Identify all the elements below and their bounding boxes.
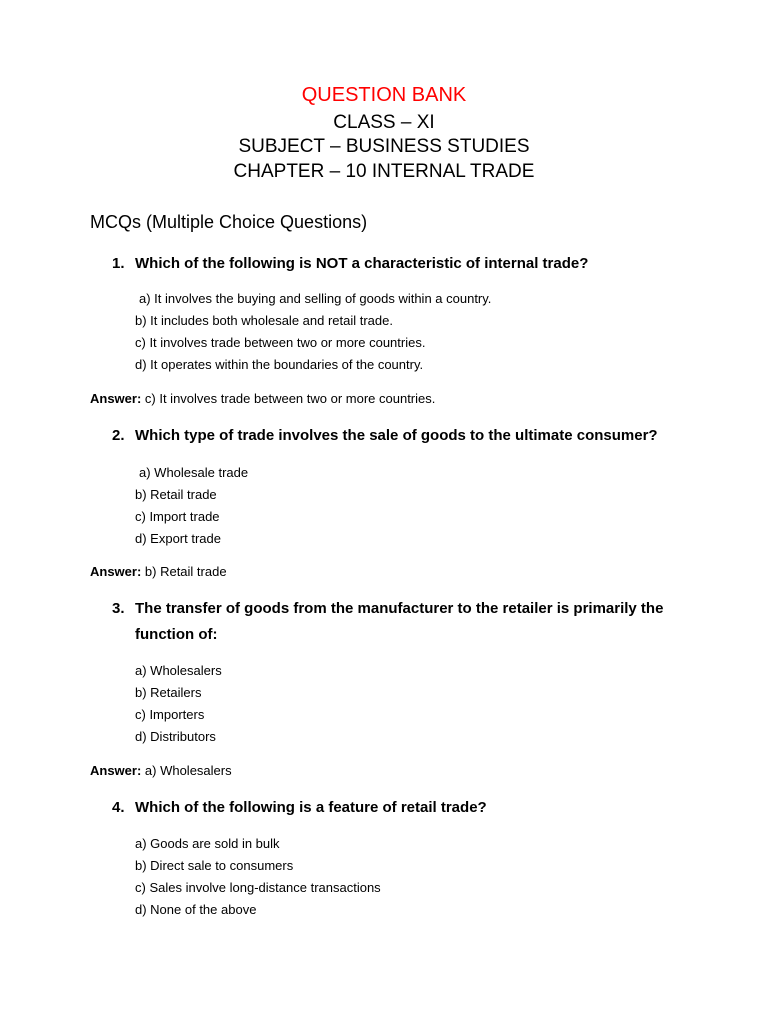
option-b: b) Retail trade: [135, 487, 217, 502]
option-d: d) Export trade: [135, 531, 221, 546]
question-text: The transfer of goods from the manufacturer to the retailer is primarily the function of:: [135, 600, 664, 643]
document-title: QUESTION BANK: [301, 84, 467, 106]
question-text: Which of the following is a feature of retail trade?: [135, 799, 487, 816]
option-b: b) Direct sale to consumers: [135, 858, 294, 873]
question-3: [112, 596, 692, 648]
option-b: b) Retailers: [135, 685, 202, 700]
answer-text: c) It involves trade between two or more countries.: [141, 391, 436, 406]
question-3-answer: [90, 762, 232, 780]
class-line: CLASS – XI: [333, 112, 435, 133]
question-number: 4.: [112, 799, 125, 816]
answer-label: Answer:: [90, 564, 142, 579]
option-c: c) Import trade: [135, 509, 220, 524]
question-1-options: [135, 288, 491, 376]
answer-text: a) Wholesalers: [141, 763, 232, 778]
question-2-options: [135, 462, 248, 550]
question-text: Which of the following is NOT a characteristic of internal trade?: [135, 255, 589, 272]
question-2-answer: [90, 563, 227, 581]
question-1-answer: [90, 390, 435, 408]
question-2: [112, 423, 692, 449]
question-4: [112, 795, 692, 821]
option-d: d) It operates within the boundaries of the country.: [135, 357, 424, 372]
subject-line: SUBJECT – BUSINESS STUDIES: [238, 136, 530, 157]
option-c: c) Importers: [135, 707, 205, 722]
option-d: d) None of the above: [135, 902, 257, 917]
option-c: c) Sales involve long-distance transactions: [135, 880, 381, 895]
question-number: 1.: [112, 255, 125, 272]
chapter-line: CHAPTER – 10 INTERNAL TRADE: [233, 161, 535, 182]
option-a: a) Wholesale trade: [139, 465, 249, 480]
answer-label: Answer:: [90, 391, 142, 406]
question-number: 2.: [112, 427, 125, 444]
question-3-options: [135, 660, 222, 748]
option-c: c) It involves trade between two or more countries.: [135, 335, 426, 350]
option-a: a) Goods are sold in bulk: [135, 836, 280, 851]
option-a: a) Wholesalers: [135, 663, 222, 678]
option-a: a) It involves the buying and selling of goods within a country.: [139, 291, 492, 306]
option-b: b) It includes both wholesale and retail trade.: [135, 313, 393, 328]
answer-label: Answer:: [90, 763, 142, 778]
question-4-options: [135, 833, 381, 921]
question-text: Which type of trade involves the sale of goods to the ultimate consumer?: [135, 427, 658, 444]
option-d: d) Distributors: [135, 729, 216, 744]
question-1: [112, 251, 692, 277]
answer-text: b) Retail trade: [141, 564, 227, 579]
question-number: 3.: [112, 600, 125, 617]
section-heading: MCQs (Multiple Choice Questions): [90, 212, 368, 232]
